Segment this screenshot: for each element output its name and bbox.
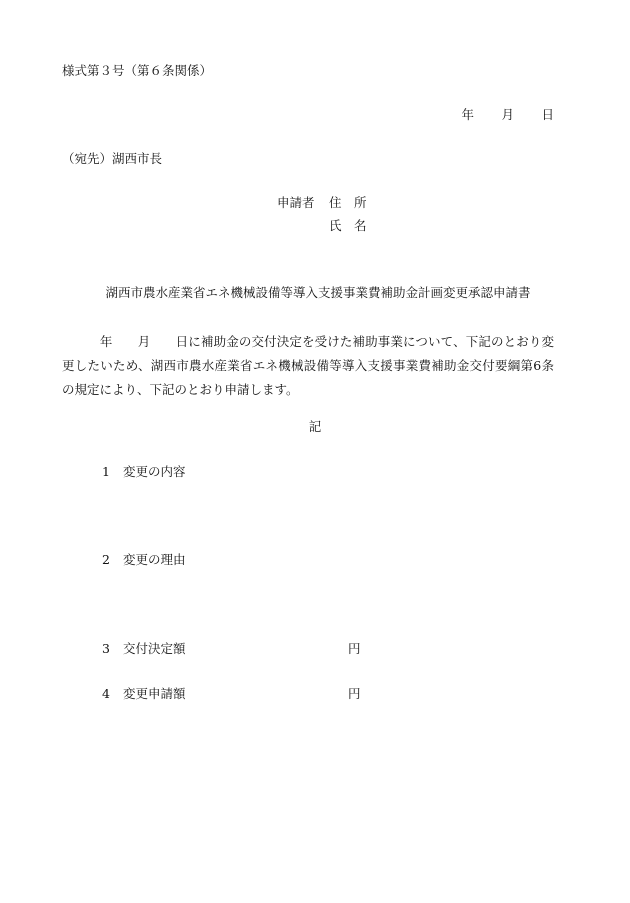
item-grant-decision-amount — [102, 641, 361, 656]
item-number: 1 — [102, 464, 110, 479]
date-day-label: 日 — [541, 107, 554, 122]
date-line — [461, 109, 554, 122]
item-number: 2 — [102, 552, 110, 567]
applicant-address-row — [277, 197, 367, 220]
applicant-block — [277, 197, 367, 243]
date-year-label: 年 — [461, 107, 474, 122]
item-label: 交付決定額 — [123, 641, 186, 656]
applicant-name-row — [277, 220, 367, 243]
item-change-content — [102, 466, 186, 479]
document-title: 湖西市農水産業省エネ機械設備等導入支援事業費補助金計画変更承認申請書 — [105, 285, 531, 300]
item-number: 3 — [102, 641, 110, 656]
item-label: 変更の理由 — [123, 552, 186, 567]
addressee: （宛先）湖西市長 — [62, 151, 163, 166]
date-month-label: 月 — [501, 107, 514, 122]
applicant-role-label: 申請者 — [277, 195, 315, 210]
form-number: 様式第３号（第６条関係） — [62, 63, 213, 78]
applicant-name-label: 氏 名 — [329, 218, 367, 233]
ki-heading: 記 — [308, 419, 322, 434]
item-change-request-amount — [102, 686, 361, 701]
body-paragraph: 年 月 日に補助金の交付決定を受けた補助事業について、下記のとおり変更したいため、湖西市農水産業省エネ機械設備等導入支援事業費補助金交付要綱第6条の規定により、下記のとおり申請します。 — [62, 334, 554, 397]
yen-unit: 円 — [348, 641, 361, 656]
item-label: 変更の内容 — [123, 464, 186, 479]
item-label: 変更申請額 — [123, 686, 186, 701]
applicant-address-label: 住 所 — [329, 195, 367, 210]
yen-unit: 円 — [348, 686, 361, 701]
item-number: 4 — [102, 686, 110, 701]
item-change-reason — [102, 554, 186, 567]
